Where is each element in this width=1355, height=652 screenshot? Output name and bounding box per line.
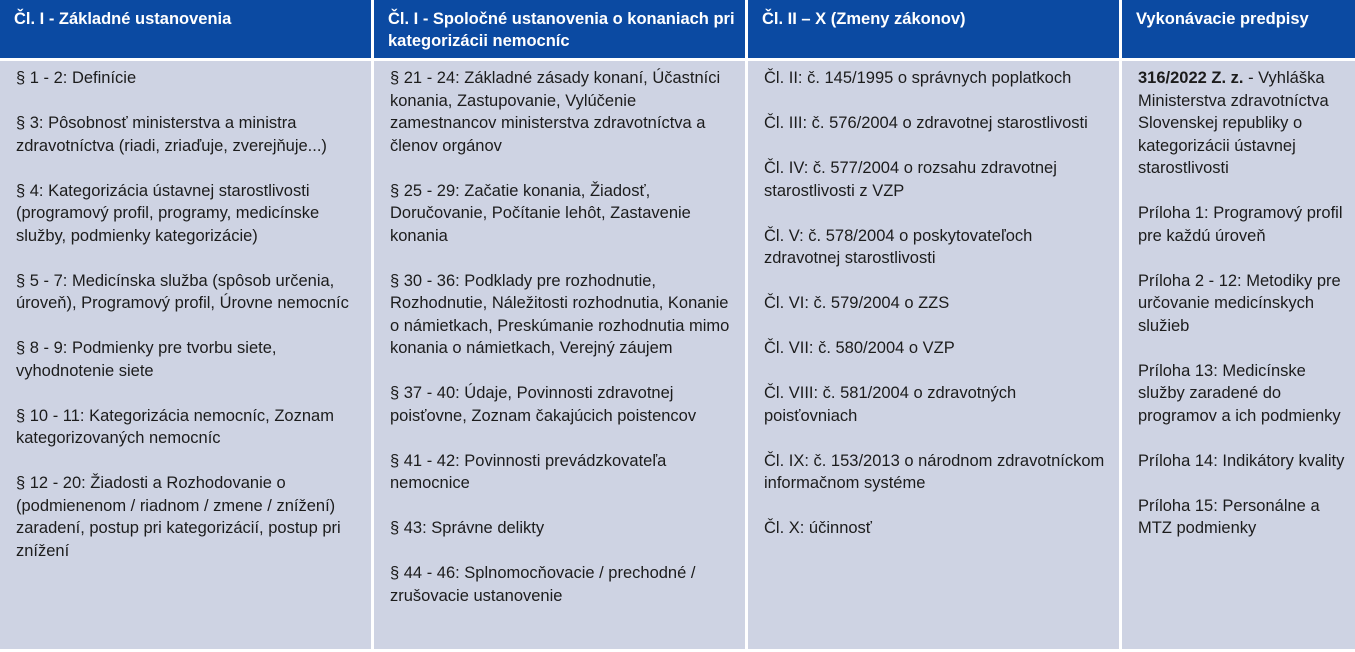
decree-item [1138, 67, 1345, 180]
list-item: § 12 - 20: Žiadosti a Rozhodovanie o (podmienenom / riadnom / zmene / znížení) zaradení, postup pri kategorizácií, postup pri znížení [16, 474, 341, 560]
list-item: § 10 - 11: Kategorizácia nemocníc, Zoznam kategorizovaných nemocníc [16, 406, 334, 447]
list-item: § 43: Správne delikty [390, 519, 545, 537]
list-item: Príloha 1: Programový profil pre každú úroveň [1138, 204, 1343, 245]
list-item: Čl. IV: č. 577/2004 o rozsahu zdravotnej starostlivosti z VZP [764, 159, 1057, 200]
header-zakladne-ustanovenia: Čl. I - Základné ustanovenia [0, 0, 371, 58]
header-spolocne-ustanovenia: Čl. I - Spoločné ustanovenia o konaniach pri kategorizácii nemocníc [374, 0, 745, 58]
column-vykonavacie-predpisy [1122, 61, 1355, 649]
list-item: Príloha 14: Indikátory kvality [1138, 451, 1345, 470]
column-zakladne-ustanovenia [0, 61, 371, 649]
list-item: Príloha 2 - 12: Metodiky pre určovanie medicínskych služieb [1138, 271, 1341, 335]
list-item: § 37 - 40: Údaje, Povinnosti zdravotnej poisťovne, Zoznam čakajúcich poistencov [390, 384, 697, 425]
list-item: Čl. V: č. 578/2004 o poskytovateľoch zdravotnej starostlivosti [764, 226, 1033, 267]
list-item: Čl. II: č. 145/1995 o správnych poplatkoch [764, 69, 1072, 87]
list-item: § 44 - 46: Splnomocňovacie / prechodné / zrušovacie ustanovenie [390, 564, 696, 605]
column-spolocne-ustanovenia [374, 61, 745, 649]
list-item: § 5 - 7: Medicínska služba (spôsob určenia, úroveň), Programový profil, Úrovne nemocníc [16, 271, 349, 312]
list-item: Čl. VI: č. 579/2004 o ZZS [764, 294, 950, 312]
decree-number: 316/2022 Z. z. [1138, 69, 1244, 87]
list-item: § 25 - 29: Začatie konania, Žiadosť, Doručovanie, Počítanie lehôt, Zastavenie konania [390, 181, 691, 245]
list-item: Čl. III: č. 576/2004 o zdravotnej starostlivosti [764, 114, 1088, 132]
column-zmeny-zakonov [748, 61, 1119, 649]
header-zmeny-zakonov: Čl. II – X (Zmeny zákonov) [748, 0, 1119, 58]
list-item: § 4: Kategorizácia ústavnej starostlivosti (programový profil, programy, medicínske služby, podmienky kategorizácie) [16, 181, 320, 245]
list-item: Príloha 15: Personálne a MTZ podmienky [1138, 496, 1320, 537]
list-item: § 3: Pôsobnosť ministerstva a ministra zdravotníctva (riadi, zriaďuje, zverejňuje...) [16, 114, 327, 155]
list-item: § 21 - 24: Základné zásady konaní, Účastníci konania, Zastupovanie, Vylúčenie zamestnancov ministerstva zdravotníctva a členov orgánov [390, 69, 721, 155]
list-item: Príloha 13: Medicínske služby zaradené do programov a ich podmienky [1138, 361, 1341, 425]
list-item: § 41 - 42: Povinnosti prevádzkovateľa nemocnice [390, 451, 667, 492]
decree-title: - Vyhláška Ministerstva zdravotníctva Slovenskej republiky o kategorizácii ústavnej starostlivosti [1138, 69, 1329, 177]
list-item: Čl. VIII: č. 581/2004 o zdravotných poisťovniach [764, 384, 1017, 425]
header-vykonavacie-predpisy: Vykonávacie predpisy [1122, 0, 1355, 58]
list-item: Čl. VII: č. 580/2004 o VZP [764, 339, 955, 357]
list-item: § 1 - 2: Definície [16, 69, 137, 87]
list-item: Čl. IX: č. 153/2013 o národnom zdravotníckom informačnom systéme [764, 451, 1105, 492]
list-item: § 8 - 9: Podmienky pre tvorbu siete, vyhodnotenie siete [16, 339, 277, 380]
list-item: § 30 - 36: Podklady pre rozhodnutie, Rozhodnutie, Náležitosti rozhodnutia, Konanie o námietkach, Preskúmanie rozhodnutia mimo konania o námietkach, Verejný záujem [390, 271, 730, 357]
list-item: Čl. X: účinnosť [764, 519, 872, 537]
